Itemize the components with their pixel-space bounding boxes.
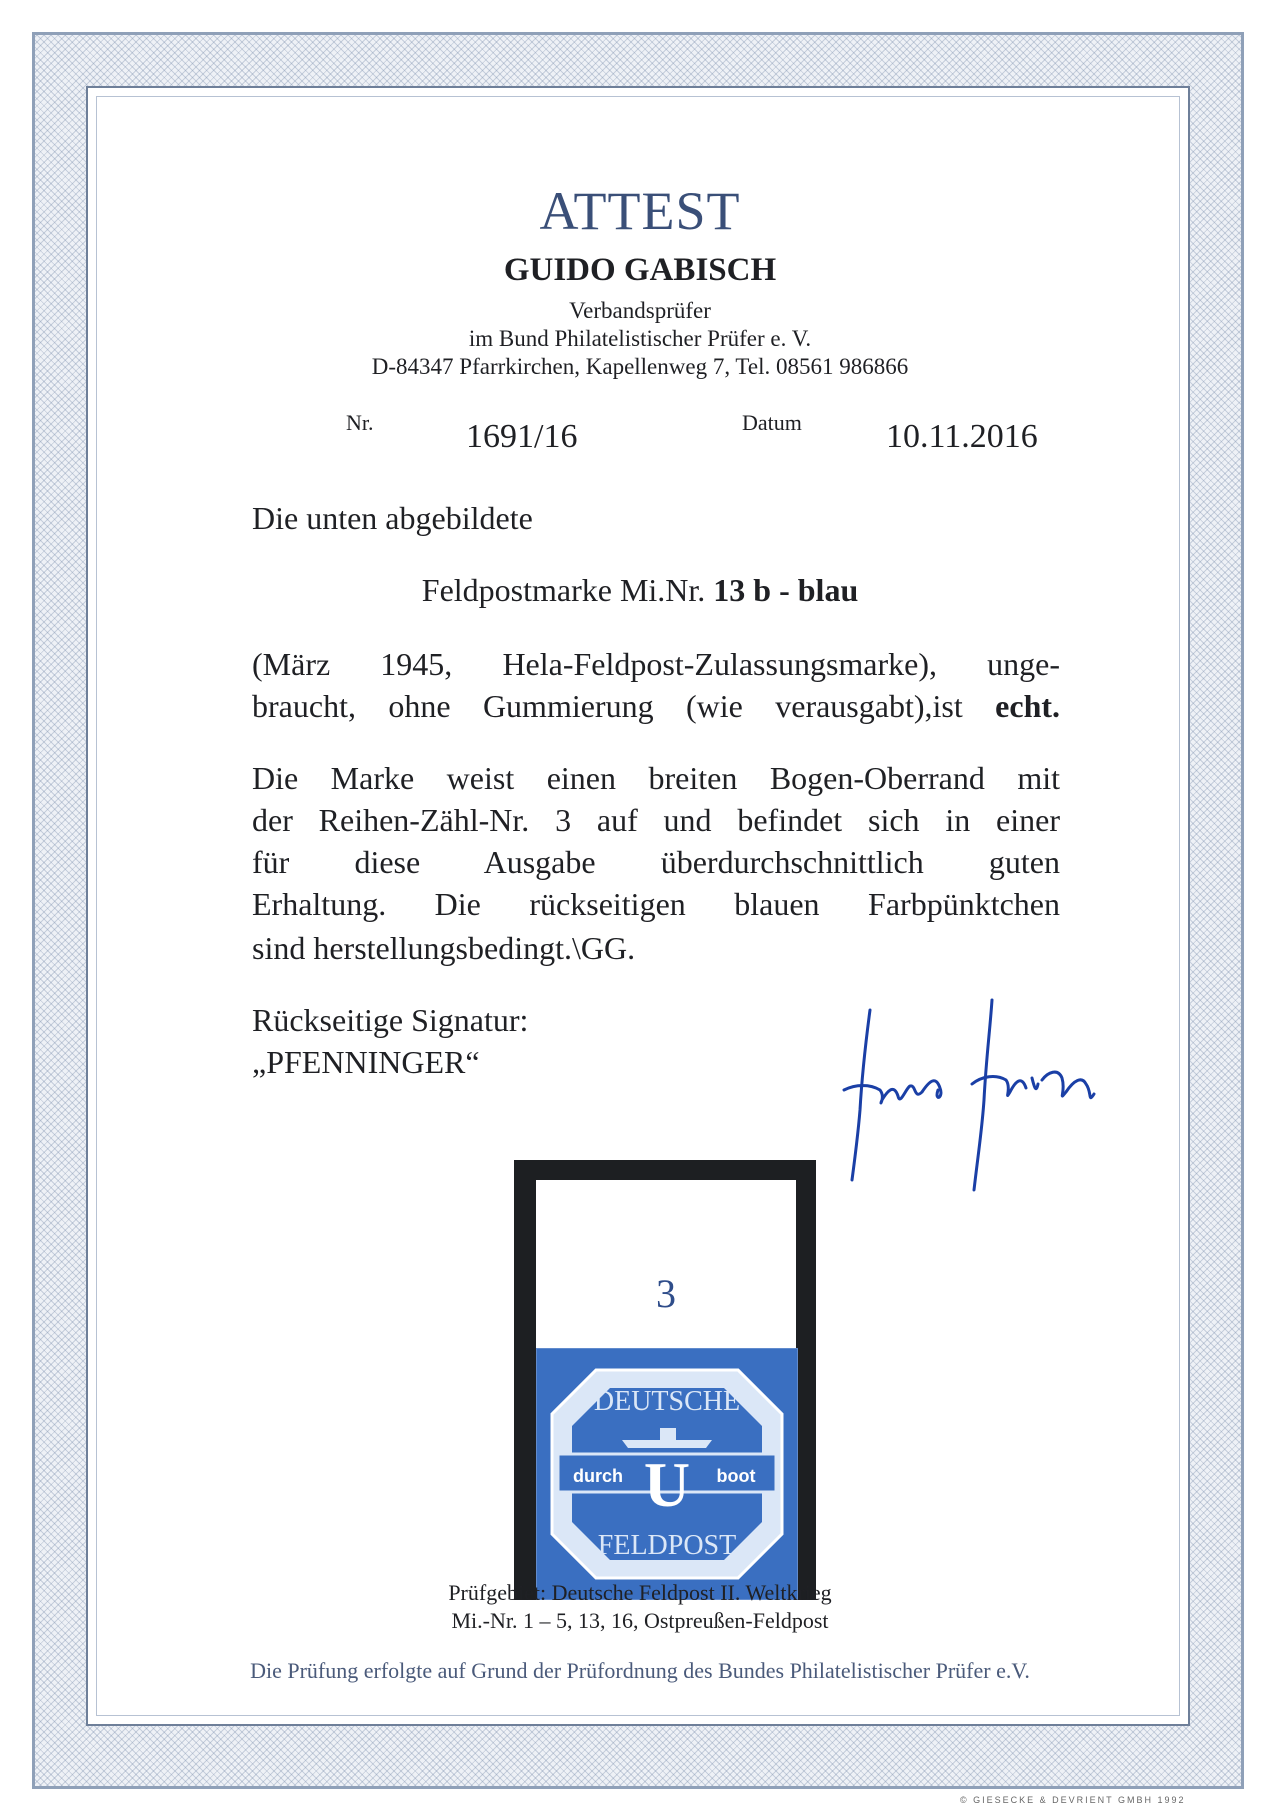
exam-scope-line-1: Prüfgebiet: Deutsche Feldpost II. Weltkrieg: [448, 1580, 832, 1605]
stamp-letter: U: [643, 1449, 691, 1520]
row-counter-number: 3: [656, 1271, 676, 1316]
paragraph-2-line-4: Erhaltung. Die rückseitigen blauen Farbpünktchen: [252, 886, 1060, 922]
genuine-verdict: echt.: [995, 688, 1061, 724]
association: im Bund Philatelistischer Prüfer e. V.: [468, 326, 812, 351]
paragraph-1-line-2-text: braucht, ohne Gummierung (wie verausgabt),ist: [252, 688, 963, 724]
signature-label: Rückseitige Signatur:: [252, 1002, 529, 1038]
stamp-designation-prefix: Feldpostmarke Mi.Nr.: [421, 572, 706, 608]
datum-value: 10.11.2016: [886, 418, 1038, 455]
paragraph-1-line-1: (März 1945, Hela-Feldpost-Zulassungsmarke), unge-: [252, 646, 1060, 682]
stamp-image: [536, 1348, 798, 1600]
paragraph-1-line-2: [252, 690, 1060, 722]
stamp-top-text: DEUTSCHE: [593, 1386, 741, 1417]
certificate-title: ATTEST: [539, 181, 741, 241]
submarine-icon: [622, 1440, 712, 1448]
stamp-right-text: boot: [716, 1466, 756, 1486]
signature-value: „PFENNINGER“: [252, 1044, 480, 1080]
intro-text: Die unten abgebildete: [252, 500, 533, 536]
paragraph-2-line-1: Die Marke weist einen breiten Bogen-Oberrand mit: [252, 760, 1060, 796]
examiner-address: D-84347 Pfarrkirchen, Kapellenweg 7, Tel. 08561 986866: [371, 354, 909, 379]
paragraph-2-line-3: für diese Ausgabe überdurchschnittlich guten: [252, 844, 1060, 880]
examiner-role: Verbandsprüfer: [569, 298, 711, 323]
exam-basis-statement: Die Prüfung erfolgte auf Grund der Prüfordnung des Bundes Philatelistischer Prüfer e.V.: [250, 1658, 1030, 1683]
paragraph-2-line-2: der Reihen-Zähl-Nr. 3 auf und befindet sich in einer: [252, 802, 1060, 838]
datum-label: Datum: [742, 410, 802, 435]
nr-value: 1691/16: [466, 418, 578, 455]
stamp-bottom-text: FELDPOST: [597, 1530, 737, 1561]
nr-label: Nr.: [346, 410, 374, 435]
printer-imprint: © GIESECKE & DEVRIENT GMBH 1992: [960, 1795, 1186, 1805]
exam-scope-line-2: Mi.-Nr. 1 – 5, 13, 16, Ostpreußen-Feldpost: [451, 1608, 829, 1633]
stamp-number: 13 b - blau: [713, 572, 859, 608]
stamp-designation: [0, 572, 1280, 609]
examiner-name: GUIDO GABISCH: [503, 252, 777, 288]
handwritten-signature: [836, 980, 1136, 1210]
stamp-left-text: durch: [572, 1466, 624, 1486]
paragraph-2-line-5: sind herstellungsbedingt.\GG.: [252, 930, 636, 966]
